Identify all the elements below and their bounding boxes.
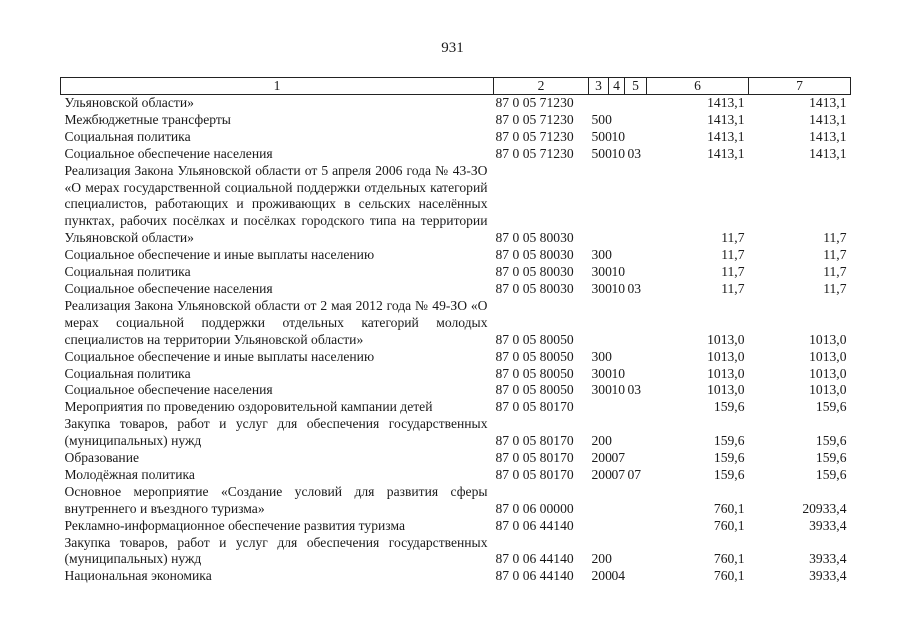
amount-column-7: 1013,0	[809, 331, 847, 347]
section-code: 04	[611, 568, 626, 584]
expense-type-code: 300	[591, 280, 612, 296]
subsection-code	[625, 416, 647, 450]
row-name: Мероприятия по проведению оздоровительной кампании детей	[64, 399, 433, 415]
amount-column-7: 159,6	[815, 433, 847, 449]
amount-column-6: 1013,0	[707, 365, 745, 381]
expense-type-code: 300	[591, 382, 612, 398]
table-row	[61, 366, 851, 383]
target-article-code: 87 0 05 80030	[495, 280, 574, 296]
amount-column-7: 1413,1	[809, 128, 847, 144]
amount-column-7: 3933,4	[809, 568, 847, 584]
amount-column-7: 3933,4	[809, 517, 847, 533]
table-header	[61, 78, 851, 95]
section-code	[609, 484, 625, 518]
row-name: Социальное обеспечение и иные выплаты населению	[64, 247, 375, 263]
row-name: Национальная экономика	[64, 568, 212, 584]
subsection-code	[625, 95, 647, 112]
amount-column-6: 1413,1	[707, 128, 745, 144]
section-code: 10	[611, 280, 626, 296]
row-name: Закупка товаров, работ и услуг для обеспечения государственных (муниципальных) нужд	[64, 534, 488, 567]
target-article-code: 87 0 05 80050	[495, 365, 574, 381]
column-header-6: 6	[647, 78, 749, 95]
subsection-code	[625, 484, 647, 518]
row-name: Социальная политика	[64, 365, 191, 381]
row-name: Социальное обеспечение населения	[64, 382, 273, 398]
target-article-code: 87 0 05 71230	[495, 128, 574, 144]
row-name: Закупка товаров, работ и услуг для обеспечения государственных (муниципальных) нужд	[64, 416, 488, 449]
amount-column-7: 159,6	[815, 450, 847, 466]
row-name: Образование	[64, 450, 140, 466]
amount-column-7: 1013,0	[809, 348, 847, 364]
amount-column-6: 1413,1	[707, 111, 745, 127]
table-row	[61, 298, 851, 349]
amount-column-7: 1413,1	[809, 111, 847, 127]
amount-column-6: 159,6	[713, 399, 745, 415]
target-article-code: 87 0 05 80030	[495, 264, 574, 280]
row-name: Ульяновской области»	[64, 95, 194, 110]
table-body	[61, 95, 851, 586]
row-name: Основное мероприятие «Создание условий для развития сферы внутреннего и въездного туризма»	[64, 483, 488, 516]
subsection-code	[625, 349, 647, 366]
target-article-code: 87 0 06 00000	[495, 500, 574, 516]
section-code	[609, 95, 625, 112]
subsection-code	[625, 112, 647, 129]
amount-column-6: 11,7	[721, 264, 745, 280]
amount-column-6: 1013,0	[707, 331, 745, 347]
target-article-code: 87 0 05 80030	[495, 247, 574, 263]
table-row	[61, 518, 851, 535]
subsection-code	[625, 518, 647, 535]
section-code: 07	[611, 466, 626, 482]
subsection-code: 03	[627, 280, 642, 296]
column-header-1: 1	[61, 78, 494, 95]
subsection-code	[625, 298, 647, 349]
section-code: 10	[611, 128, 626, 144]
subsection-code	[625, 163, 647, 248]
amount-column-6: 1013,0	[707, 382, 745, 398]
row-name: Социальная политика	[64, 264, 191, 280]
amount-column-6: 159,6	[713, 450, 745, 466]
table-row	[61, 450, 851, 467]
table-row	[61, 112, 851, 129]
table-row	[61, 467, 851, 484]
page-number: 931	[441, 40, 464, 56]
target-article-code: 87 0 05 80030	[495, 230, 574, 246]
table-row	[61, 382, 851, 399]
section-code: 10	[611, 365, 626, 381]
expense-type-code: 200	[591, 568, 612, 584]
subsection-code	[625, 247, 647, 264]
section-code	[609, 163, 625, 248]
target-article-code: 87 0 05 71230	[495, 95, 574, 110]
row-name: Молодёжная политика	[64, 466, 195, 482]
budget-table	[60, 77, 851, 585]
target-article-code: 87 0 05 71230	[495, 145, 574, 161]
amount-column-7: 1413,1	[809, 145, 847, 161]
section-code: 10	[611, 145, 626, 161]
expense-type-code	[589, 95, 609, 112]
expense-type-code	[589, 399, 609, 416]
target-article-code: 87 0 05 80050	[495, 331, 574, 347]
amount-column-7: 11,7	[823, 280, 847, 296]
expense-type-code: 300	[591, 247, 612, 263]
table-row	[61, 264, 851, 281]
target-article-code: 87 0 06 44140	[495, 568, 574, 584]
subsection-code	[625, 399, 647, 416]
expense-type-code: 500	[591, 111, 612, 127]
amount-column-7: 1013,0	[809, 382, 847, 398]
row-name: Реализация Закона Ульяновской области от 2 мая 2012 года № 49-ЗО «О мерах социальной поддержки отдельных категорий молодых специалистов на территории Ульяновской области»	[64, 297, 488, 347]
table-row	[61, 416, 851, 450]
amount-column-6: 1413,1	[707, 95, 745, 110]
amount-column-6: 1013,0	[707, 348, 745, 364]
expense-type-code: 300	[591, 348, 612, 364]
expense-type-code	[589, 298, 609, 349]
expense-type-code	[589, 484, 609, 518]
column-header-4: 4	[609, 78, 625, 95]
target-article-code: 87 0 05 80170	[495, 399, 574, 415]
amount-column-7: 11,7	[823, 264, 847, 280]
target-article-code: 87 0 06 44140	[495, 551, 574, 567]
section-code	[609, 298, 625, 349]
amount-column-7: 11,7	[823, 247, 847, 263]
table-row	[61, 399, 851, 416]
table-row	[61, 281, 851, 298]
subsection-code	[625, 568, 647, 585]
expense-type-code: 200	[591, 433, 612, 449]
column-header-5: 5	[625, 78, 647, 95]
row-name: Социальное обеспечение населения	[64, 280, 273, 296]
section-code: 07	[611, 450, 626, 466]
expense-type-code: 300	[591, 365, 612, 381]
target-article-code: 87 0 05 80170	[495, 466, 574, 482]
table-row	[61, 163, 851, 248]
subsection-code	[625, 366, 647, 383]
expense-type-code: 500	[591, 145, 612, 161]
target-article-code: 87 0 05 71230	[495, 111, 574, 127]
column-header-7: 7	[749, 78, 851, 95]
section-code: 10	[611, 264, 626, 280]
amount-column-6: 159,6	[713, 433, 745, 449]
subsection-code	[625, 535, 647, 569]
amount-column-7: 1413,1	[809, 95, 847, 110]
amount-column-6: 760,1	[713, 551, 745, 567]
table-row	[61, 146, 851, 163]
row-name: Социальная политика	[64, 128, 191, 144]
expense-type-code: 300	[591, 264, 612, 280]
amount-column-7: 3933,4	[809, 551, 847, 567]
amount-column-6: 11,7	[721, 230, 745, 246]
target-article-code: 87 0 06 44140	[495, 517, 574, 533]
amount-column-7: 11,7	[823, 230, 847, 246]
table-row	[61, 129, 851, 146]
subsection-code: 03	[627, 145, 642, 161]
section-code	[609, 399, 625, 416]
header-row	[61, 78, 851, 95]
amount-column-7: 20933,4	[802, 500, 847, 516]
amount-column-7: 159,6	[815, 399, 847, 415]
amount-column-6: 159,6	[713, 466, 745, 482]
section-code	[609, 518, 625, 535]
column-header-3: 3	[589, 78, 609, 95]
subsection-code	[625, 264, 647, 281]
amount-column-6: 1413,1	[707, 145, 745, 161]
target-article-code: 87 0 05 80170	[495, 450, 574, 466]
column-header-2: 2	[494, 78, 589, 95]
expense-type-code: 500	[591, 128, 612, 144]
table-row	[61, 349, 851, 366]
expense-type-code	[589, 518, 609, 535]
table-row	[61, 535, 851, 569]
table-row	[61, 484, 851, 518]
amount-column-6: 760,1	[713, 517, 745, 533]
amount-column-6: 760,1	[713, 500, 745, 516]
table-row	[61, 568, 851, 585]
row-name: Рекламно-информационное обеспечение развития туризма	[64, 517, 405, 533]
subsection-code: 03	[627, 382, 642, 398]
table-row	[61, 247, 851, 264]
amount-column-7: 159,6	[815, 466, 847, 482]
row-name: Социальное обеспечение населения	[64, 145, 273, 161]
expense-type-code: 200	[591, 466, 612, 482]
row-name: Реализация Закона Ульяновской области от 5 апреля 2006 года № 43-ЗО «О мерах государственной социальной поддержки отдельных категорий специалистов, работающих и проживающих в сельских населённых пунктах, рабочих посёлках и посёлках городского типа на территории Ульяновской области»	[64, 162, 488, 246]
target-article-code: 87 0 05 80050	[495, 382, 574, 398]
amount-column-6: 11,7	[721, 247, 745, 263]
section-code: 10	[611, 382, 626, 398]
row-name: Социальное обеспечение и иные выплаты населению	[64, 348, 375, 364]
expense-type-code: 200	[591, 551, 612, 567]
expense-type-code: 200	[591, 450, 612, 466]
subsection-code	[625, 129, 647, 146]
row-name: Межбюджетные трансферты	[64, 111, 231, 127]
subsection-code: 07	[627, 466, 642, 482]
target-article-code: 87 0 05 80170	[495, 433, 574, 449]
target-article-code: 87 0 05 80050	[495, 348, 574, 364]
expense-type-code	[589, 163, 609, 248]
amount-column-6: 760,1	[713, 568, 745, 584]
amount-column-6: 11,7	[721, 280, 745, 296]
amount-column-7: 1013,0	[809, 365, 847, 381]
subsection-code	[625, 450, 647, 467]
table-row	[61, 95, 851, 112]
